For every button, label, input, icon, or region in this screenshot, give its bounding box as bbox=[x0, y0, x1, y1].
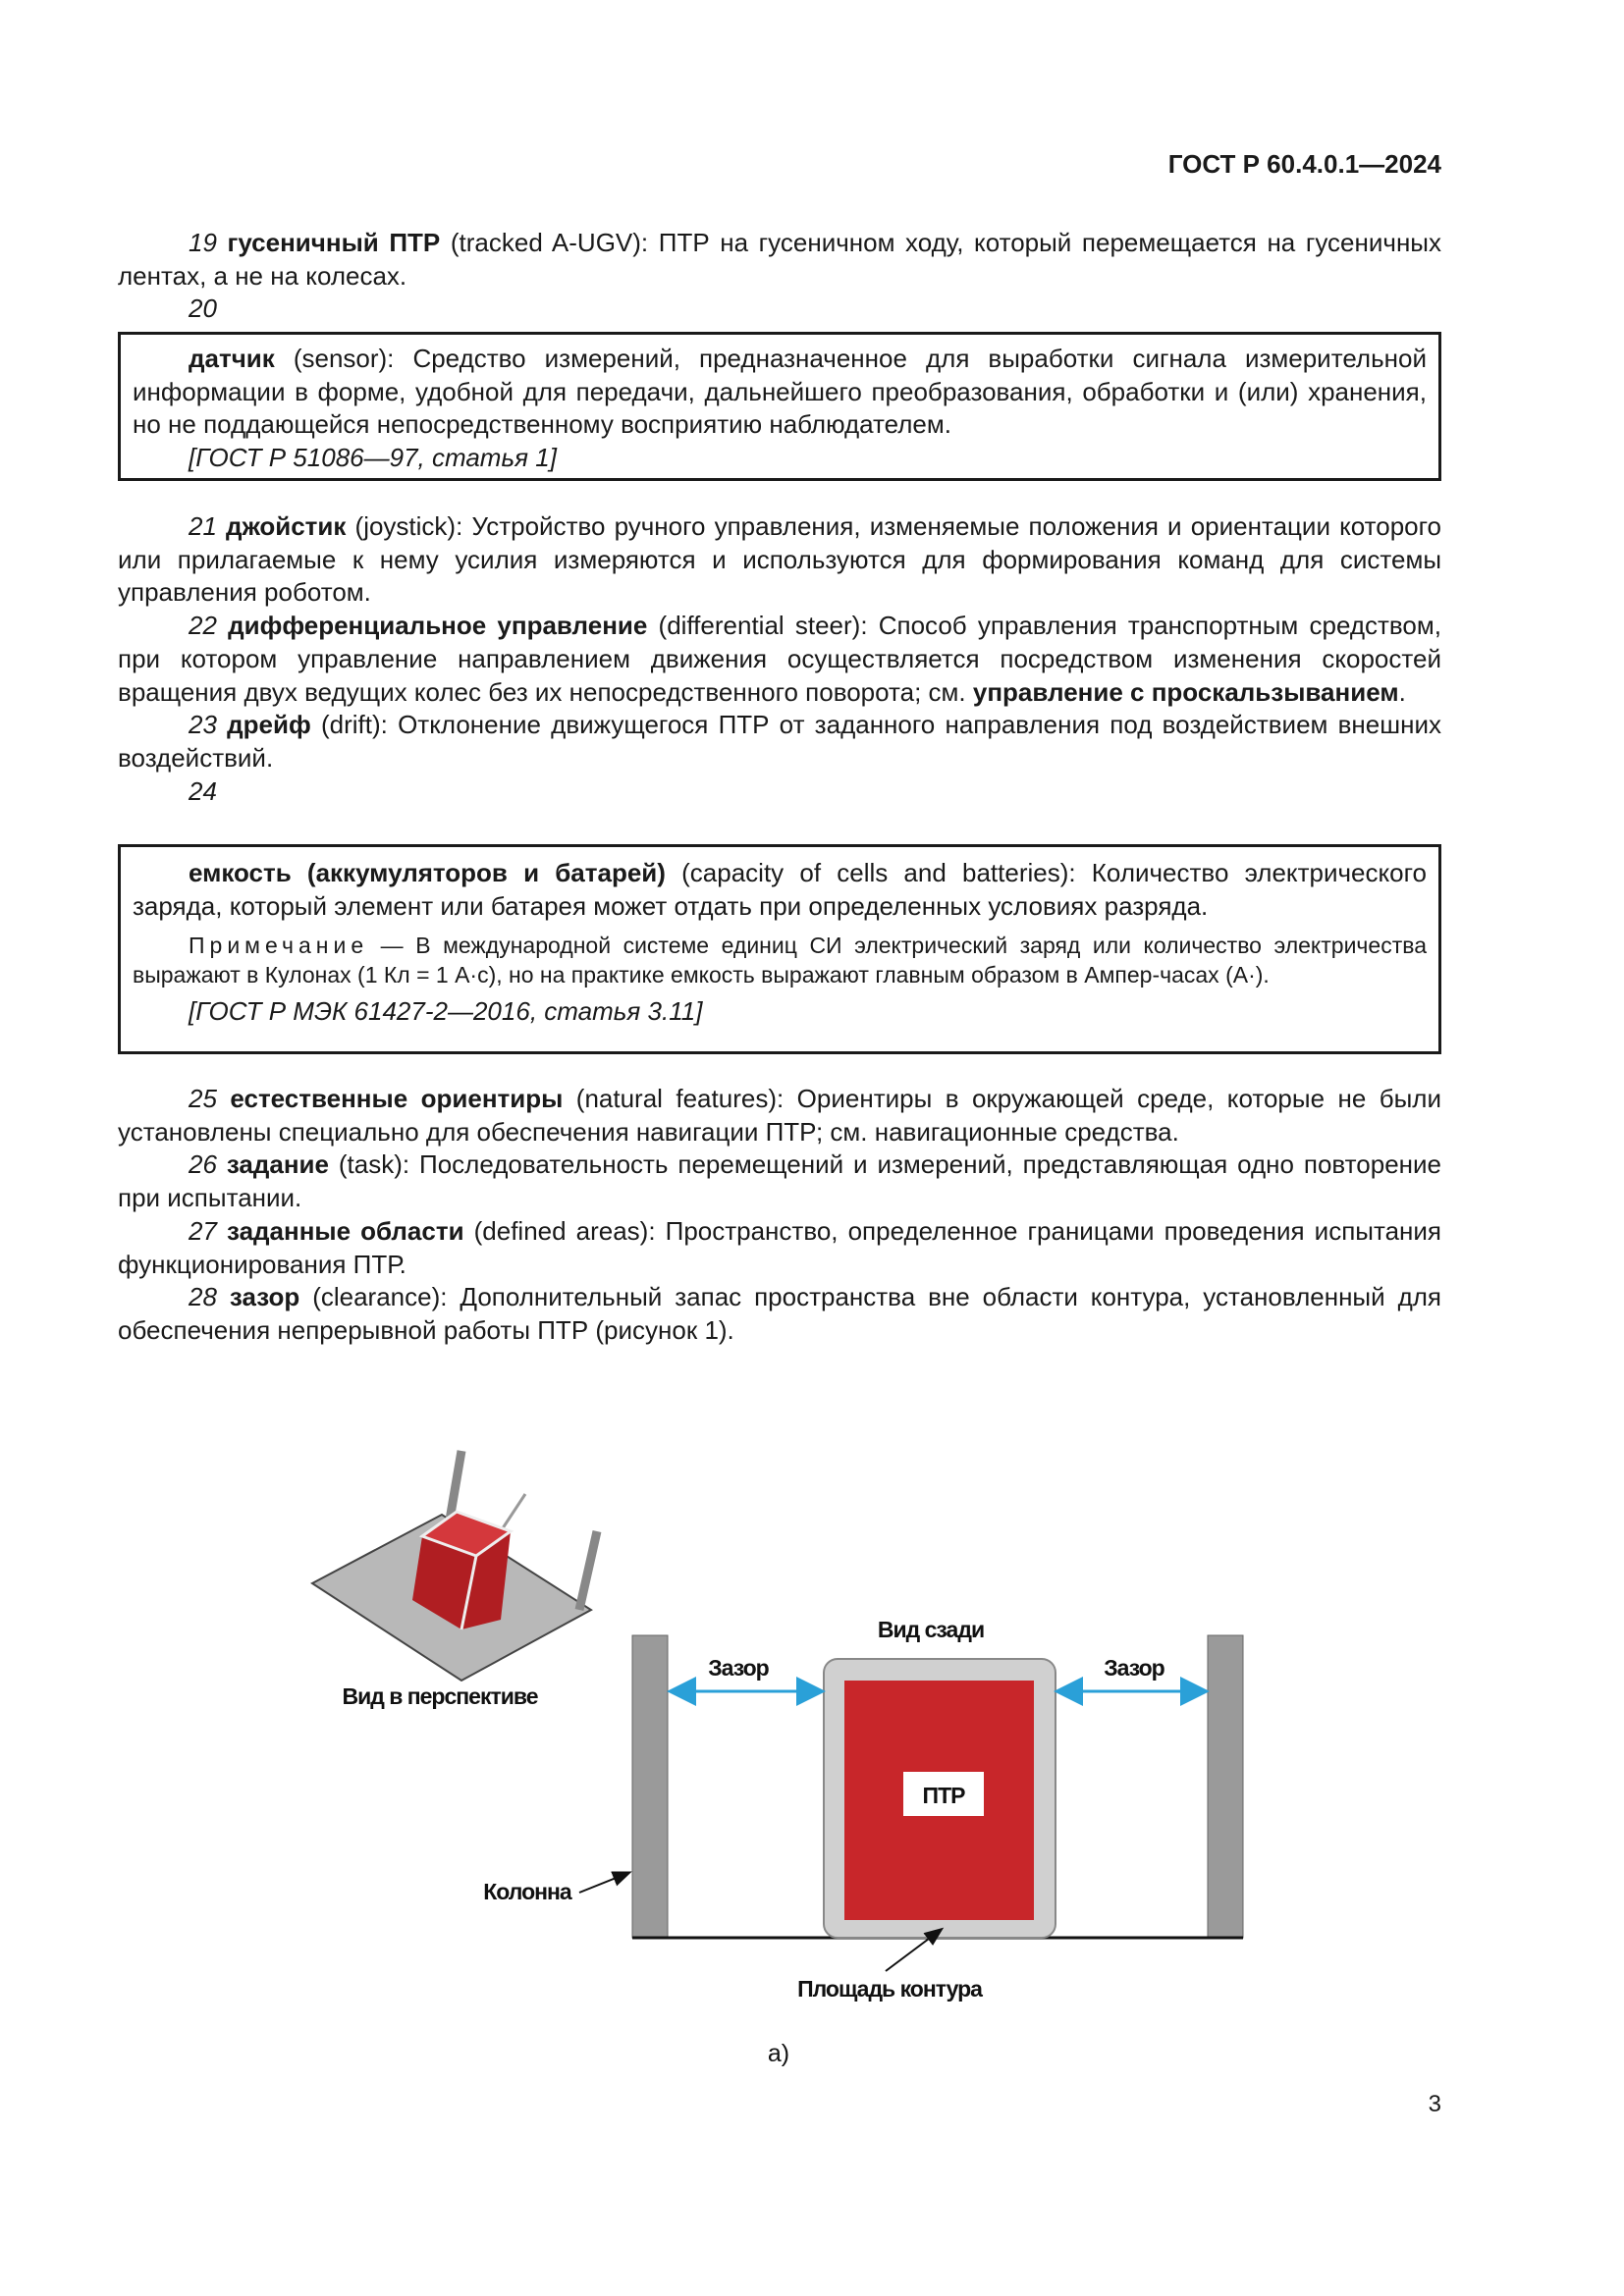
term-number: 26 bbox=[189, 1149, 217, 1180]
gap-label-left: Зазор bbox=[708, 1655, 769, 1681]
term-definition: Ориентиры в окружающей среде, которые не были установлены специально для обеспечения навигации ПТР; см. навигационные средства. bbox=[118, 1084, 1441, 1147]
term-english: (defined areas): bbox=[473, 1215, 656, 1246]
term-english: (differential steer): bbox=[658, 611, 868, 641]
rear-view-label: Вид сзади bbox=[877, 1617, 985, 1642]
term-definition: Средство измерений, предназначенное для выработки сигнала измерительной информации в форме, удобной для передачи, дальнейшего преобразования, обработки и (или) хранения, но не поддающейся непосредственному восприятию наблюдателем. bbox=[133, 344, 1427, 440]
term-number: 27 bbox=[189, 1215, 217, 1246]
term-definition: Количество электрического заряда, который элемент или батарея может отдать при определенных условиях разряда. bbox=[133, 858, 1427, 921]
term-number: 21 bbox=[189, 511, 217, 541]
term-english: (natural features): bbox=[575, 1084, 785, 1113]
note-label: Примечание bbox=[189, 933, 369, 959]
term-english: (sensor): bbox=[293, 344, 395, 373]
term-name: гусеничный ПТР bbox=[227, 228, 441, 257]
term-english: (clearance): bbox=[312, 1282, 448, 1312]
term-definition: Дополнительный запас пространства вне области контура, установленный для обеспечения непрерывной работы ПТР (рисунок 1). bbox=[118, 1282, 1441, 1345]
rear-view bbox=[579, 1635, 1243, 1971]
term-reference: управление с проскальзыванием bbox=[972, 676, 1399, 707]
term-english: (task): bbox=[338, 1149, 410, 1180]
term-definition: Устройство ручного управления, изменяемые положения и ориентации которого или прилагаемые к нему усилия измеряются и используются для формирования команд для системы управления роботом. bbox=[118, 511, 1442, 608]
punctuation: . bbox=[1398, 676, 1406, 707]
page-number: 3 bbox=[1428, 2091, 1441, 2117]
term-number: 28 bbox=[189, 1282, 217, 1312]
term-definition: ПТР на гусеничном ходу, который перемещается на гусеничных лентах, а не на колесах. bbox=[118, 228, 1441, 291]
term-definition: Отклонение движущегося ПТР от заданного направления под воздействием внешних воздействий. bbox=[118, 710, 1441, 773]
term-number: 25 bbox=[189, 1084, 217, 1113]
term-number: 23 bbox=[189, 710, 217, 740]
term-name: датчик bbox=[189, 344, 275, 373]
term-source: [ГОСТ Р МЭК 61427-2—2016, статья 3.11] bbox=[189, 996, 703, 1027]
term-name: заданные области bbox=[226, 1215, 464, 1246]
term-definition: Пространство, определенное границами проведения испытания функционирования ПТР. bbox=[118, 1215, 1442, 1279]
column-pointer bbox=[579, 1873, 628, 1893]
term-name: дифференциальное управление bbox=[228, 611, 648, 641]
term-number: 19 bbox=[189, 228, 217, 257]
gap-label-right: Зазор bbox=[1104, 1655, 1164, 1681]
note-text: — В международной системе единиц СИ электрический заряд или количество электричества выражают в Кулонах (1 Кл = 1 А·с), но на практике емкость выражают главным образом в Ампер-часах (А·). bbox=[133, 933, 1427, 988]
term-source: [ГОСТ Р 51086—97, статья 1] bbox=[189, 443, 557, 473]
term-name: естественные ориентиры bbox=[230, 1084, 564, 1113]
term-english: (tracked A-UGV): bbox=[450, 228, 649, 257]
perspective-label: Вид в перспективе bbox=[342, 1683, 538, 1709]
term-name: емкость (аккумуляторов и батарей) bbox=[189, 858, 666, 887]
area-label: Площадь контура bbox=[797, 1976, 982, 2002]
term-english: (joystick): bbox=[354, 511, 463, 541]
term-english: (capacity of cells and batteries): bbox=[681, 858, 1076, 887]
term-definition: Последовательность перемещений и измерений, представляющая одно повторение при испытании. bbox=[118, 1149, 1442, 1213]
column-right bbox=[1208, 1635, 1243, 1938]
term-name: джойстик bbox=[226, 511, 347, 541]
term-name: зазор bbox=[229, 1282, 300, 1312]
robot-label: ПТР bbox=[922, 1783, 965, 1808]
column-left bbox=[632, 1635, 668, 1938]
term-number: 20 bbox=[189, 294, 217, 324]
perspective-illustration bbox=[312, 1451, 597, 1681]
column-label: Колонна bbox=[483, 1879, 571, 1904]
term-name: задание bbox=[226, 1149, 329, 1180]
term-definition: Способ управления транспортным средством, при котором управление направлением движения осуществляется посредством изменения скоростей вращения двух ведущих колес без их непосредственного поворота; см. bbox=[118, 611, 1441, 707]
term-number: 22 bbox=[189, 611, 217, 641]
term-english: (drift): bbox=[320, 710, 388, 740]
term-name: дрейф bbox=[227, 710, 311, 740]
figure-caption: а) bbox=[767, 2040, 790, 2067]
term-number: 24 bbox=[189, 775, 217, 806]
document-id: ГОСТ Р 60.4.0.1—2024 bbox=[1167, 149, 1441, 179]
